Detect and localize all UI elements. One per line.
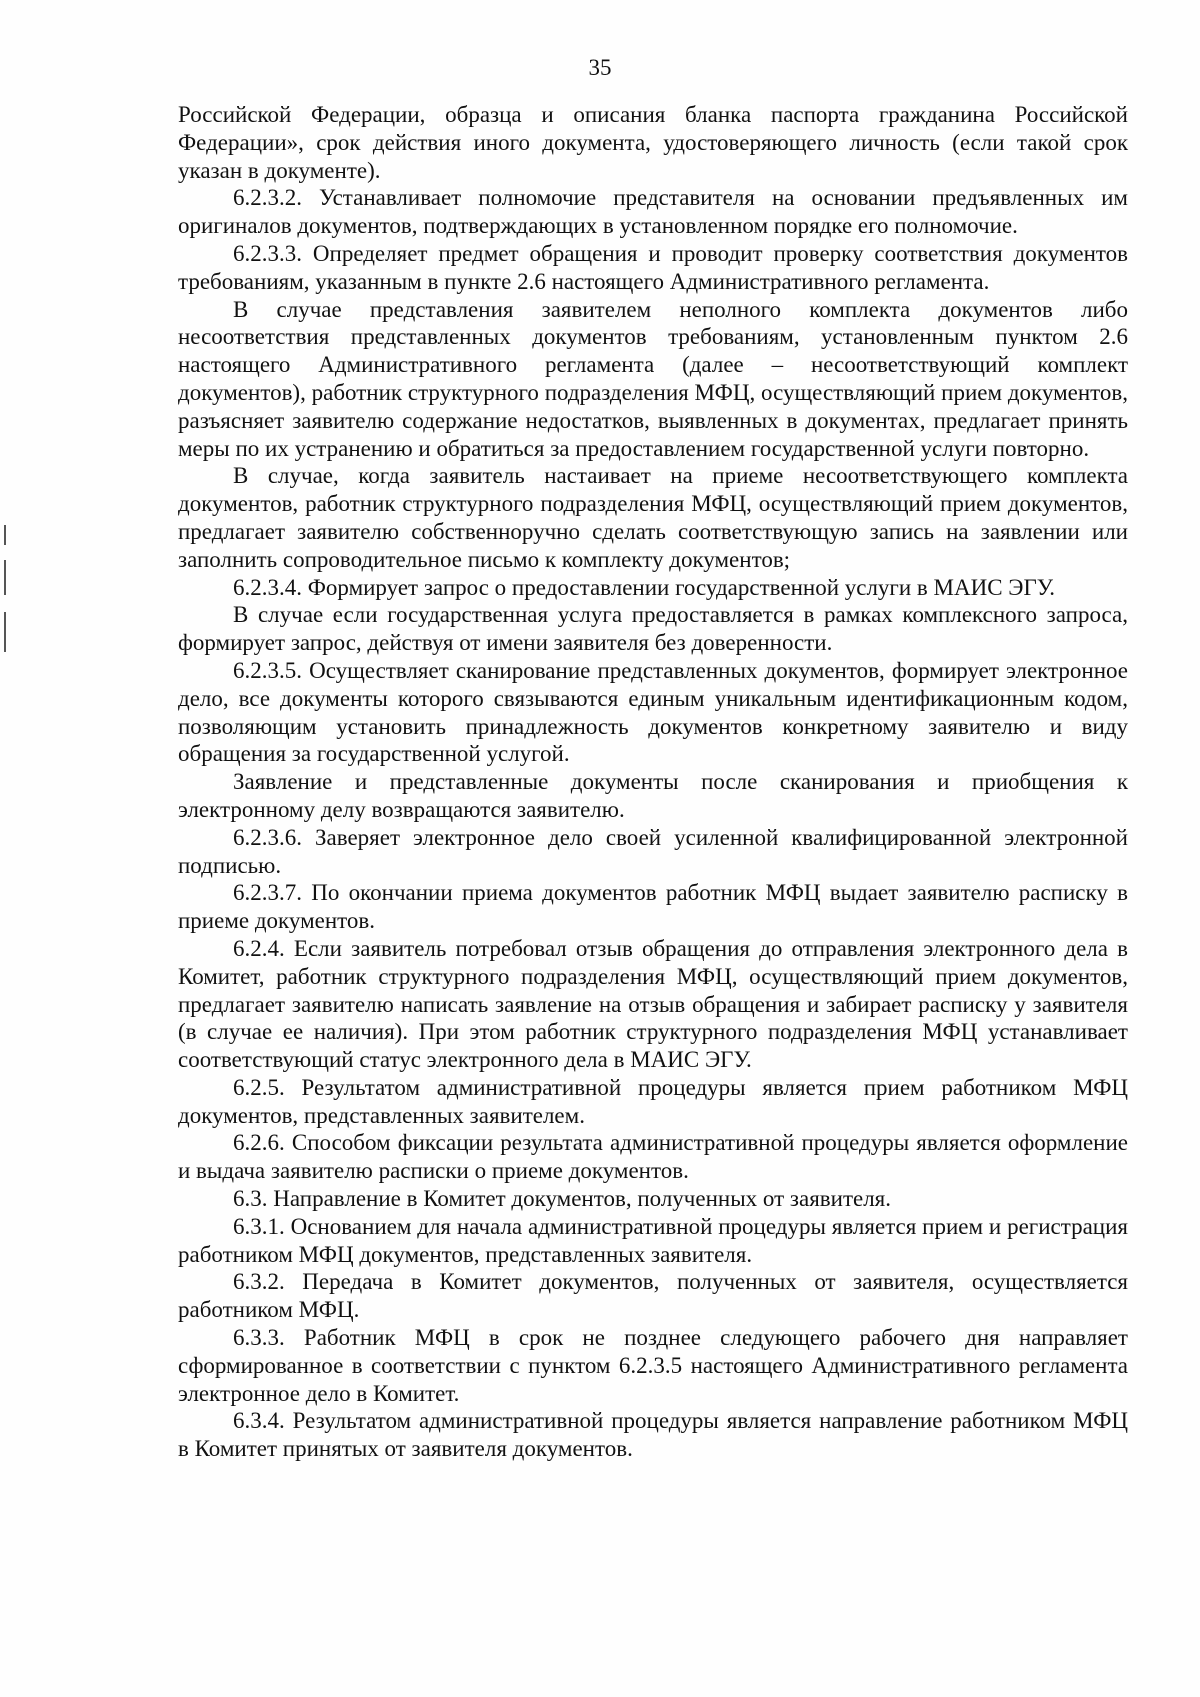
paragraph: 6.2.3.4. Формирует запрос о предоставлении государственной услуги в МАИС ЭГУ. bbox=[233, 574, 1056, 600]
paragraph: В случае если государственная услуга предоставляется в рамках комплексного запроса, формирует запрос, действуя от имени заявителя без доверенности. bbox=[178, 602, 1128, 656]
paragraph: 6.3. Направление в Комитет документов, полученных от заявителя. bbox=[233, 1186, 892, 1212]
scan-edge-mark bbox=[4, 560, 6, 595]
paragraph: 6.2.4. Если заявитель потребовал отзыв обращения до отправления электронного дела в Комитет, работник структурного подразделения МФЦ, осуществляющий прием документов, предлагает заявителю написать заявление на отзыв обращения и забирает расписку у заявителя (в случае ее наличия). При этом работник структурного подразделения МФЦ устанавливает соответствующий статус электронного дела в МАИС ЭГУ. bbox=[178, 935, 1128, 1073]
paragraph: В случае, когда заявитель настаивает на приеме несоответствующего комплекта документов, работник структурного подразделения МФЦ, осуществляющий прием документов, предлагает заявителю собственноручно сделать соответствующую запись на заявлении или заполнить сопроводительное письмо к комплекту документов; bbox=[178, 463, 1128, 572]
paragraph: В случае представления заявителем неполного комплекта документов либо несоответствия представленных документов требованиям, установленным пунктом 2.6 настоящего Административного регламента (далее – несоответствующий комплект документов), работник структурного подразделения МФЦ, осуществляющий прием документов, разъясняет заявителю содержание недостатков, выявленных в документах, предлагает принять меры по их устранению и обратиться за предоставлением государственной услуги повторно. bbox=[178, 296, 1128, 461]
paragraph: Российской Федерации, образца и описания бланка паспорта гражданина Российской Федерации», срок действия иного документа, удостоверяющего личность (если такой срок указан в документе). bbox=[178, 102, 1128, 183]
paragraph: 6.2.3.7. По окончании приема документов работник МФЦ выдает заявителю расписку в приеме документов. bbox=[178, 880, 1128, 934]
paragraph: 6.2.3.6. Заверяет электронное дело своей усиленной квалифицированной электронной подписью. bbox=[178, 824, 1128, 878]
page-number: 35 bbox=[588, 55, 612, 80]
paragraph: 6.3.4. Результатом административной процедуры является направление работником МФЦ в Комитет принятых от заявителя документов. bbox=[178, 1408, 1128, 1462]
paragraph: Заявление и представленные документы после сканирования и приобщения к электронному делу возвращаются заявителю. bbox=[178, 769, 1128, 822]
paragraph: 6.2.6. Способом фиксации результата административной процедуры является оформление и выдача заявителю расписки о приеме документов. bbox=[178, 1130, 1128, 1184]
paragraph: 6.3.1. Основанием для начала административной процедуры является прием и регистрация работником МФЦ документов, представленных заявителя. bbox=[178, 1213, 1128, 1267]
paragraph: 6.2.3.2. Устанавливает полномочие представителя на основании предъявленных им оригиналов документов, подтверждающих в установленном порядке его полномочие. bbox=[178, 185, 1128, 239]
paragraph: 6.2.3.3. Определяет предмет обращения и проводит проверку соответствия документов требованиям, указанным в пункте 2.6 настоящего Административного регламента. bbox=[178, 240, 1128, 294]
paragraph: 6.2.5. Результатом административной процедуры является прием работником МФЦ документов, представленных заявителем. bbox=[178, 1074, 1128, 1128]
document-body bbox=[178, 101, 1128, 1463]
paragraph: 6.3.2. Передача в Комитет документов, полученных от заявителя, осуществляется работником МФЦ. bbox=[178, 1269, 1128, 1323]
scan-edge-mark bbox=[4, 525, 6, 545]
paragraph: 6.3.3. Работник МФЦ в срок не позднее следующего рабочего дня направляет сформированное в соответствии с пунктом 6.2.3.5 настоящего Административного регламента электронное дело в Комитет. bbox=[178, 1325, 1128, 1406]
paragraph: 6.2.3.5. Осуществляет сканирование представленных документов, формирует электронное дело, все документы которого связываются единым уникальным идентификационным кодом, позволяющим установить принадлежность документов конкретному заявителю и виду обращения за государственной услугой. bbox=[178, 657, 1128, 767]
scan-edge-mark bbox=[4, 612, 6, 652]
